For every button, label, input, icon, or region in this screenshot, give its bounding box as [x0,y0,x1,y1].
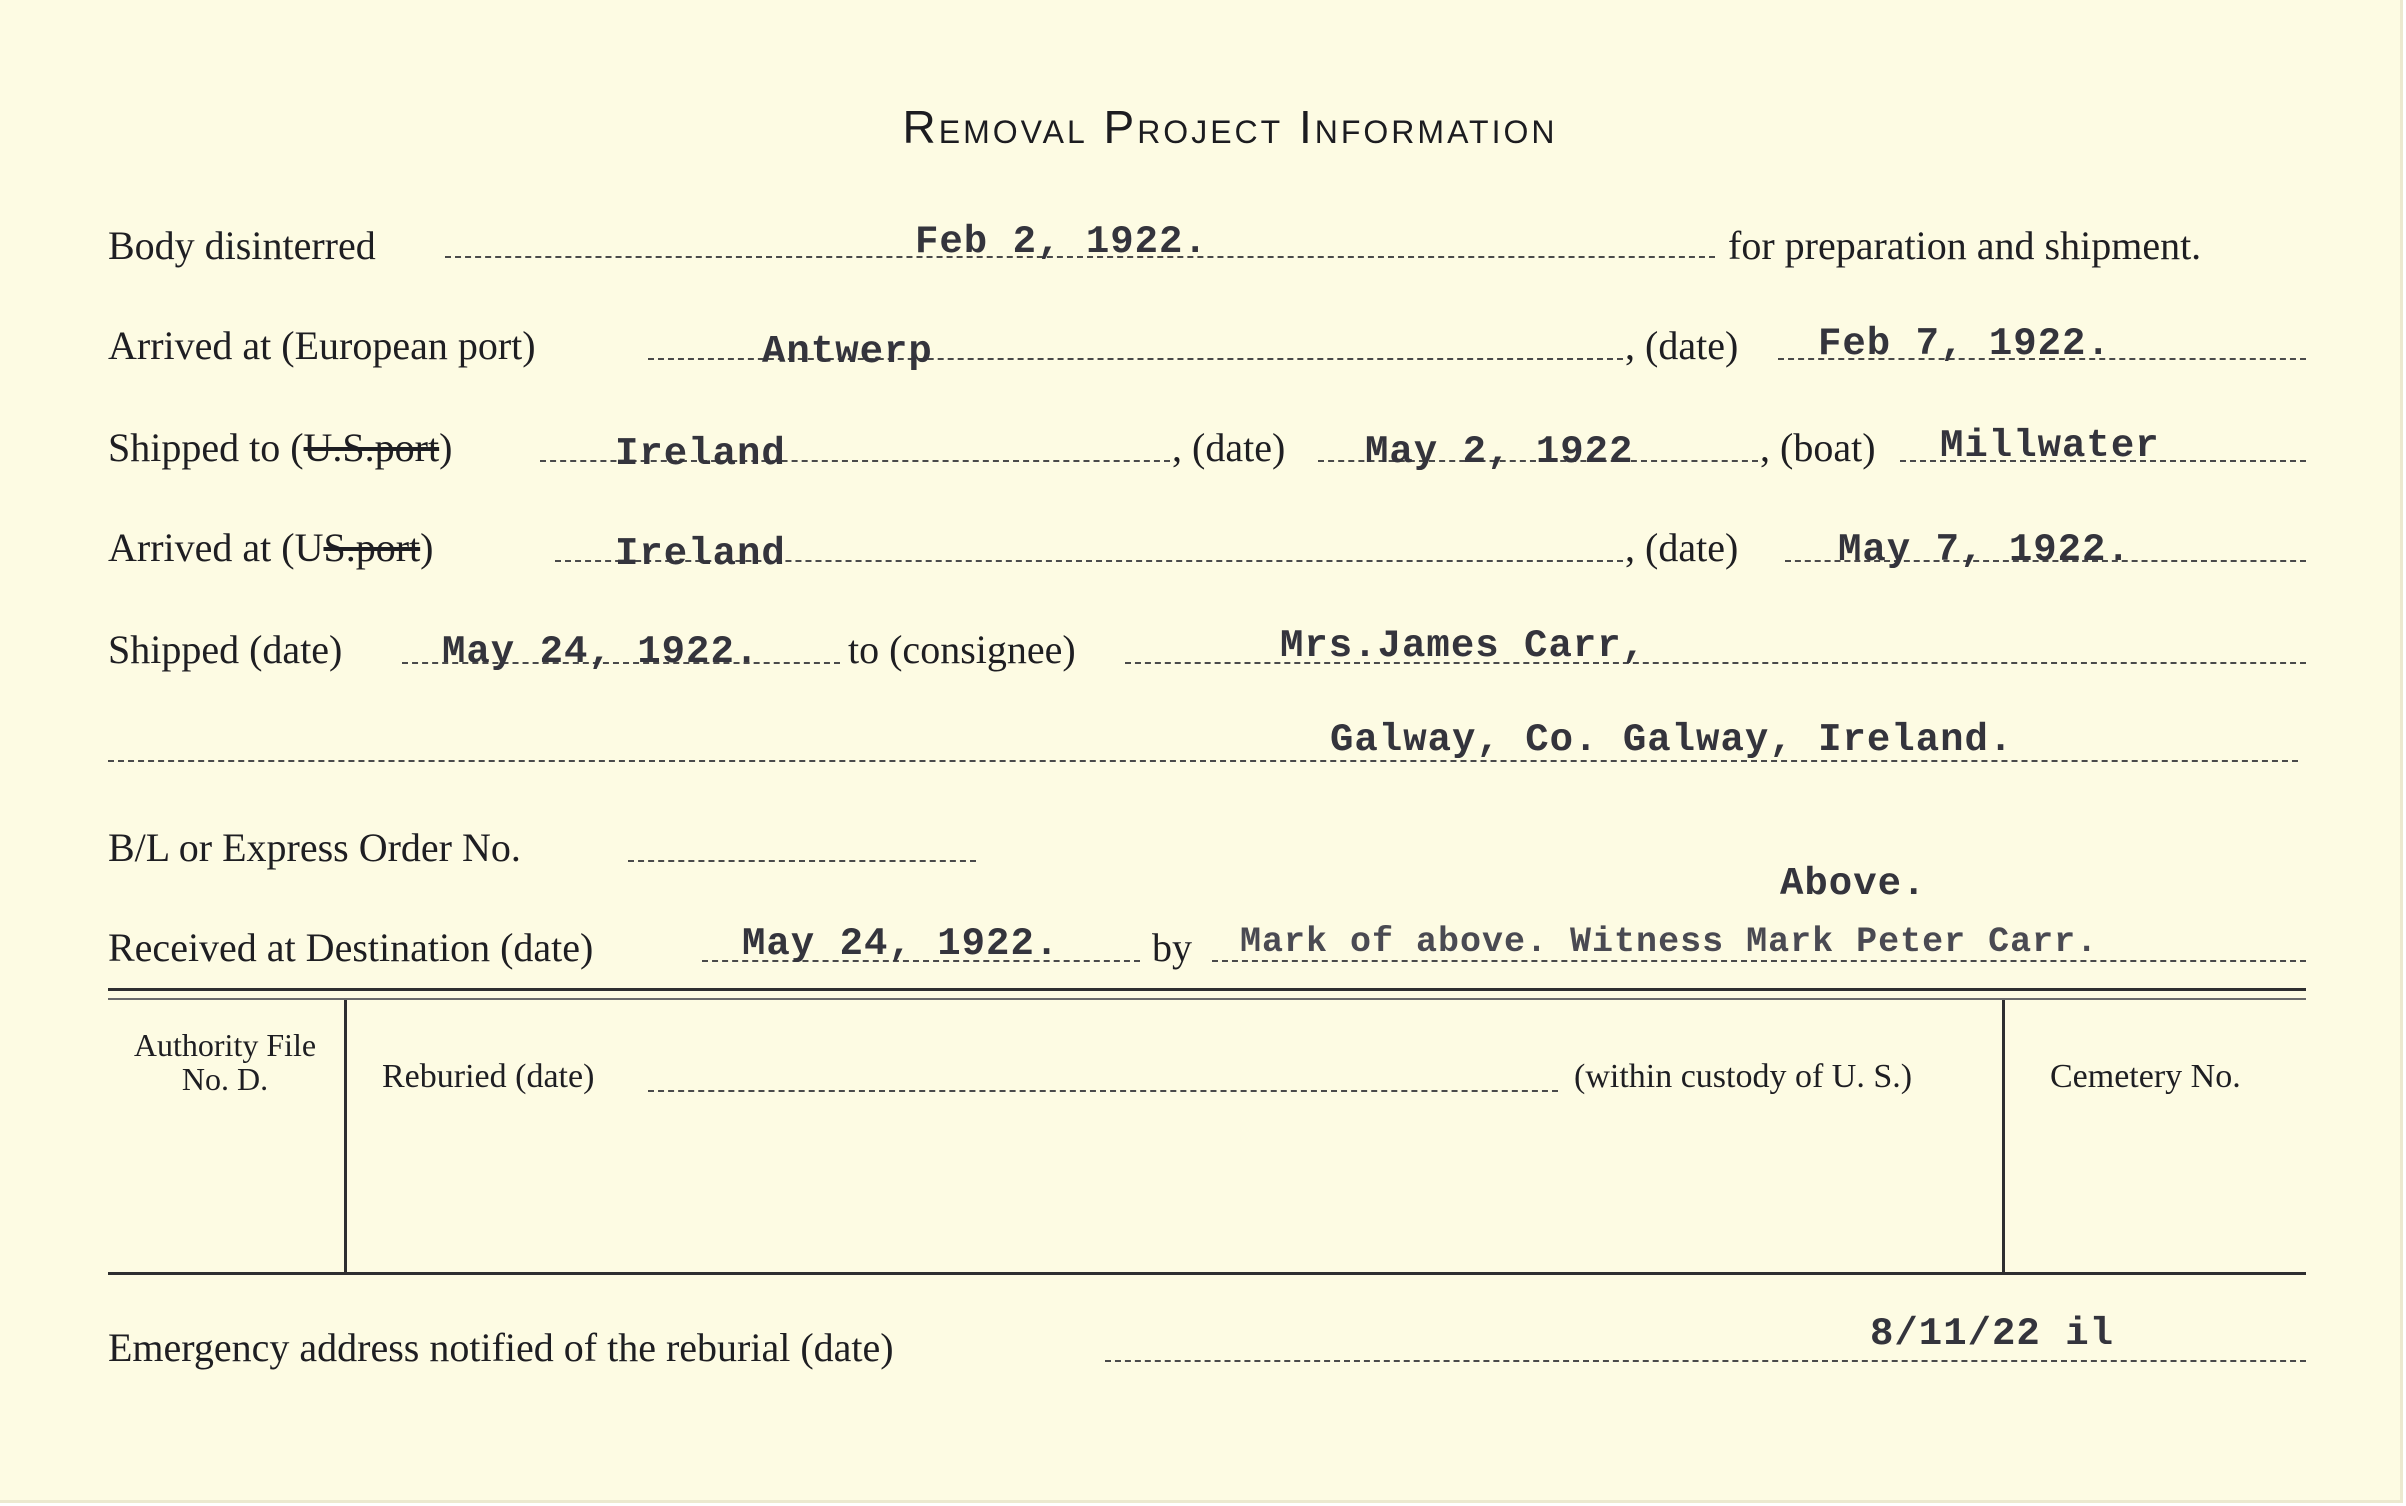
authority-file-label: Authority File No. D. [133,1027,317,1097]
consignee-value: Mrs.James Carr, [1280,624,1647,668]
boat-value: Millwater [1940,424,2160,468]
table-top-rule [108,988,2306,991]
received-by-label: by [1152,925,1192,970]
shipped-to-label-a: Shipped to ( [108,425,304,470]
above-note: Above. [1780,862,1927,906]
shipped-to-label-b: ) [439,425,453,470]
shipped-to-struck-text: U.S.port [303,425,440,470]
cemetery-no-label: Cemetery No. [2050,1058,2241,1095]
arrived-us-label-b: ) [420,525,434,570]
received-date-value: May 24, 1922. [742,922,1060,966]
address-value: Galway, Co. Galway, Ireland. [1330,718,2014,762]
disinterred-value: Feb 2, 1922. [915,220,1208,264]
arrived-european-date-label: , (date) [1625,323,1739,368]
arrived-european-port-label: Arrived at (European port) [108,323,536,368]
emergency-label: Emergency address notified of the reburial (date) [108,1325,894,1370]
arrived-us-struck-text: S.port [323,525,421,570]
boat-label: , (boat) [1760,425,1876,470]
table-bottom-rule [108,1272,2306,1275]
emergency-value: 8/11/22 il [1870,1312,2115,1356]
arrived-us-port-value: Ireland [615,532,786,576]
received-label: Received at Destination (date) [108,925,594,970]
table-divider-left [344,1000,347,1272]
arrived-us-date-label: , (date) [1625,525,1739,570]
arrived-european-date-value: Feb 7, 1922. [1818,322,2111,366]
shipped-to-date-value: May 2, 1922 [1365,430,1634,474]
arrived-european-port-value: Antwerp [762,330,933,374]
custody-note: (within custody of U. S.) [1574,1058,1913,1095]
bl-order-line [628,860,976,862]
page-title: Removal Project Information [902,101,1558,153]
shipped-date-label: Shipped (date) [108,627,343,672]
reburied-label: Reburied (date) [382,1058,595,1095]
table-top-rule-2 [108,998,2306,1000]
shipped-to-date-label: , (date) [1172,425,1286,470]
arrived-us-label-a: Arrived at (U [108,525,324,570]
table-divider-right [2002,1000,2005,1272]
shipped-to-label [108,424,452,471]
disinterred-suffix: for preparation and shipment. [1728,223,2202,268]
disinterred-label: Body disinterred [108,223,376,268]
shipped-to-value: Ireland [615,432,786,476]
arrived-us-port-label [108,524,433,571]
shipped-date-value: May 24, 1922. [442,630,760,674]
received-by-value: Mark of above. Witness Mark Peter Carr. [1240,922,2099,962]
arrived-us-date-value: May 7, 1922. [1838,528,2131,572]
consignee-label: to (consignee) [848,627,1076,672]
bl-order-label: B/L or Express Order No. [108,825,521,870]
emergency-line [1105,1360,2306,1362]
reburied-line [648,1090,1558,1092]
